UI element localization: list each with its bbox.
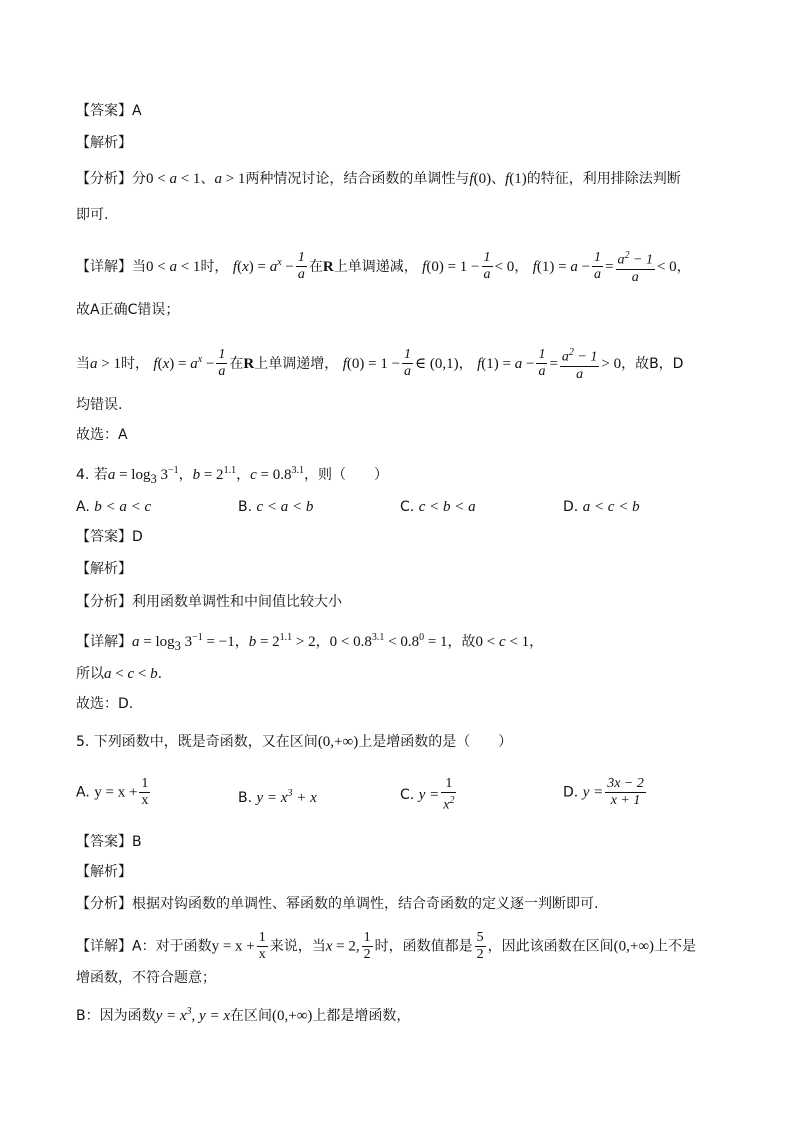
analysis-paragraph: 【分析】分0 < a < 1、a > 1两种情况讨论，结合函数的单调性与f(0)、f(1)的特征，利用排除法判断 [76,171,681,187]
analysis-paragraph-line2: 即可. [76,207,109,223]
detail-paragraph: 【详解】当0 < a < 1时， $f(x) = a^x$ − $\frac{1}{a}$ 在R上单调递减， f(0) = 1 − $\frac{1}{a}$ < 0， f(1) = a − $\frac{1}{a}$ = $\frac{a^2 - 1}{a}$ < 0， [76,250,691,285]
option-d: D. a < c < b [563,499,640,515]
question-4-stem: 4. 若$a = \log_3 3^{-1}$，$b = 2^{1.1}$，$c = 0.8^{3.1}$，则（ ） [76,465,388,486]
option-d-5: D. y = $\frac{3x - 2}{x + 1}$ [563,776,644,808]
choice-line-4: 故选：D. [76,696,134,712]
analysis-paragraph-5: 【分析】根据对钩函数的单调性、幂函数的单调性，结合奇函数的定义逐一判断即可. [76,896,599,912]
option-b-5: B. $y = x^3 + x$ [238,788,317,806]
detail-paragraph-4: 【详解】$a = \log_3 3^{-1} = -1$，$b = 2^{1.1} > 2$，$0 < 0.8^{3.1} < 0.8^0 = 1$，故0 < c < 1， [76,632,544,653]
detail-paragraph-2: 当a > 1时， $f(x) = a^x$ − $\frac{1}{a}$ 在R上单调递增， f(0) = 1 − $\frac{1}{a}$ ∈ (0,1)， f(1) = a − $\frac{1}{a}$ = $\frac{a^2 - 1}{a}$ > 0，故B，D [76,347,684,382]
detail-paragraph-5-line2: 增函数，不符合题意； [76,970,216,986]
choice-line: 故选：A [76,427,128,443]
analysis-label-5: 【解析】 [76,864,132,880]
answer-label-4: 【答案】D [76,529,143,545]
answer-label: 【答案】A [76,103,142,119]
conclusion-1: 故A正确C错误； [76,302,180,318]
analysis-paragraph-4: 【分析】利用函数单调性和中间值比较大小 [76,594,342,610]
option-a-5: A. y = x + $\frac{1}{x}$ [76,776,149,808]
detail-paragraph-5: 【详解】A：对于函数y = x + $\frac{1}{x}$ 来说，当x = 2, $\frac{1}{2}$ 时，函数值都是 $\frac{5}{2}$ ，因此该函数在区间(0,+∞)上不是 [76,930,697,962]
option-b: B. c < a < b [238,499,314,515]
question-5-stem: 5. 下列函数中，既是奇函数，又在区间(0,+∞)上是增函数的是（ ） [76,734,513,750]
b-paragraph-5: B：因为函数$y = x^3$, y = x在区间(0,+∞)上都是增函数， [76,1006,411,1024]
conclusion-2: 均错误. [76,397,123,413]
analysis-label-4: 【解析】 [76,561,132,577]
so-line-4: 所以a < c < b. [76,666,163,682]
answer-label-5: 【答案】B [76,834,142,850]
option-c: C. c < b < a [400,499,476,515]
analysis-label: 【解析】 [76,135,132,151]
option-c-5: C. y = $\frac{1}{x^2}$ [400,776,455,813]
option-a: A. b < a < c [76,499,152,515]
